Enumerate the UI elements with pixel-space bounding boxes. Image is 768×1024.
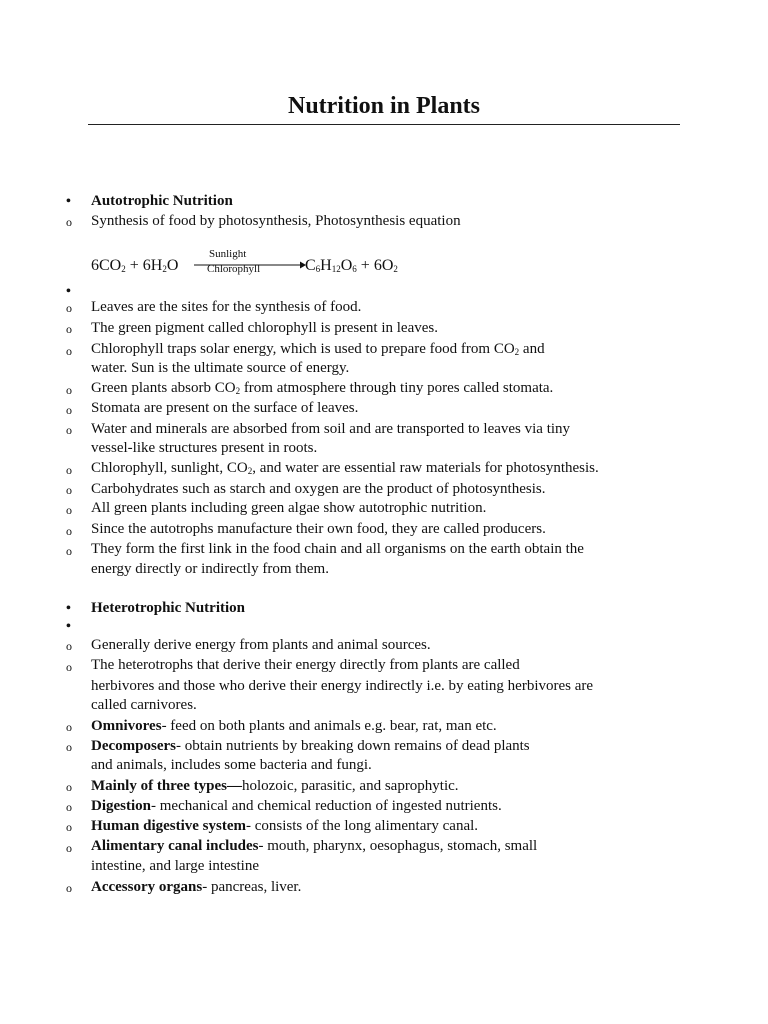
bullet-marker: • xyxy=(66,284,71,299)
list-item: Water and minerals are absorbed from soil and are transported to leaves via tiny xyxy=(91,421,571,437)
bullet-marker: • xyxy=(66,194,71,209)
list-item-continuation: energy directly or indirectly from them. xyxy=(91,561,329,577)
list-item: Chlorophyll traps solar energy, which is used to prepare food from $CO_2$ and xyxy=(91,341,545,357)
list-item: Alimentary canal includes- mouth, pharynx, oesophagus, stomach, small xyxy=(91,838,538,854)
list-item-continuation: herbivores and those who derive their energy indirectly i.e. by eating herbivores are xyxy=(91,678,594,694)
list-item: Since the autotrophs manufacture their own food, they are called producers. xyxy=(91,521,546,537)
list-item-continuation: and animals, includes some bacteria and fungi. xyxy=(91,757,372,773)
circle-marker: o xyxy=(66,344,72,358)
equation-condition-sunlight: Sunlight xyxy=(209,248,247,260)
list-item-continuation: vessel-like structures present in roots. xyxy=(91,440,318,456)
list-item: Stomata are present on the surface of leaves. xyxy=(91,400,359,416)
list-item: All green plants including green algae show autotrophic nutrition. xyxy=(91,500,487,516)
list-item: Carbohydrates such as starch and oxygen are the product of photosynthesis. xyxy=(91,481,546,497)
list-item: Human digestive system- consists of the long alimentary canal. xyxy=(91,818,479,834)
list-item: Generally derive energy from plants and animal sources. xyxy=(91,637,431,653)
autotrophic-heading: Autotrophic Nutrition xyxy=(91,193,233,209)
photosynthesis-equation xyxy=(91,248,421,282)
circle-marker: o xyxy=(66,639,72,653)
circle-marker: o xyxy=(66,322,72,336)
circle-marker: o xyxy=(66,780,72,794)
title-underline xyxy=(88,124,680,125)
equation-condition-chlorophyll: Chlorophyll xyxy=(207,263,261,275)
list-item: Accessory organs- pancreas, liver. xyxy=(91,879,302,895)
circle-marker: o xyxy=(66,215,72,229)
bullet-marker: • xyxy=(66,619,71,634)
heterotrophic-heading: Heterotrophic Nutrition xyxy=(91,600,246,616)
circle-marker: o xyxy=(66,423,72,437)
list-item: Decomposers- obtain nutrients by breaking down remains of dead plants xyxy=(91,738,530,754)
list-item: They form the first link in the food chain and all organisms on the earth obtain the xyxy=(91,541,584,557)
circle-marker: o xyxy=(66,544,72,558)
synthesis-intro: Synthesis of food by photosynthesis, Photosynthesis equation xyxy=(91,213,461,229)
circle-marker: o xyxy=(66,301,72,315)
list-item-continuation: called carnivores. xyxy=(91,697,197,713)
circle-marker: o xyxy=(66,403,72,417)
list-item: The heterotrophs that derive their energy directly from plants are called xyxy=(91,657,520,673)
circle-marker: o xyxy=(66,660,72,674)
list-item: Digestion- mechanical and chemical reduction of ingested nutrients. xyxy=(91,798,502,814)
circle-marker: o xyxy=(66,800,72,814)
circle-marker: o xyxy=(66,720,72,734)
list-item: The green pigment called chlorophyll is present in leaves. xyxy=(91,320,438,336)
circle-marker: o xyxy=(66,881,72,895)
list-item: Mainly of three types—holozoic, parasitic, and saprophytic. xyxy=(91,778,459,794)
circle-marker: o xyxy=(66,383,72,397)
equation-reactants: $6CO_2 + 6H_2O$ xyxy=(91,257,179,274)
list-item-continuation: intestine, and large intestine xyxy=(91,858,260,874)
circle-marker: o xyxy=(66,524,72,538)
bullet-marker: • xyxy=(66,601,71,616)
list-item: Green plants absorb $CO_2$ from atmosphere through tiny pores called stomata. xyxy=(91,380,554,396)
equation-products: $C_6H_{12}O_6 + 6O_2$ xyxy=(305,257,398,274)
list-item: Chlorophyll, sunlight, $CO_2$, and water are essential raw materials for photosynthesis. xyxy=(91,460,599,476)
list-item: Omnivores- feed on both plants and animals e.g. bear, rat, man etc. xyxy=(91,718,497,734)
circle-marker: o xyxy=(66,820,72,834)
page-title: Nutrition in Plants xyxy=(287,93,481,119)
circle-marker: o xyxy=(66,740,72,754)
circle-marker: o xyxy=(66,841,72,855)
list-item-continuation: water. Sun is the ultimate source of energy. xyxy=(91,360,350,376)
list-item: Leaves are the sites for the synthesis of food. xyxy=(91,299,362,315)
circle-marker: o xyxy=(66,483,72,497)
circle-marker: o xyxy=(66,503,72,517)
circle-marker: o xyxy=(66,463,72,477)
